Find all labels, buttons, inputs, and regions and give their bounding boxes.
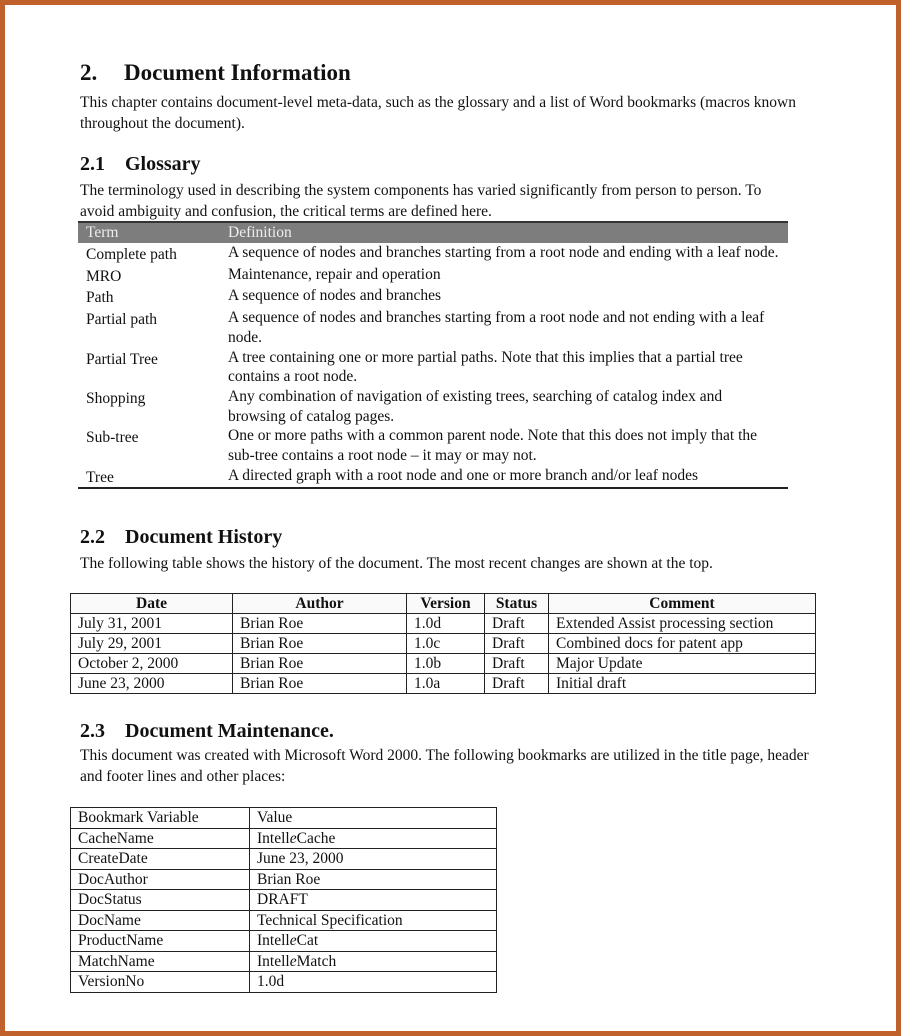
header-value: Value — [250, 808, 497, 829]
header-status: Status — [485, 594, 549, 614]
history-status: Draft — [485, 654, 549, 674]
value-italic: e — [289, 829, 297, 847]
header-bookmark-variable: Bookmark Variable — [71, 808, 250, 829]
glossary-term: Tree — [78, 466, 220, 489]
glossary-term: Complete path — [86, 246, 177, 263]
history-row — [71, 654, 816, 674]
section-title: Document Information — [124, 60, 351, 85]
bookmark-variable: MatchName — [71, 951, 250, 972]
header-term: Term — [78, 222, 220, 243]
bookmark-variable: DocName — [71, 910, 250, 931]
bookmark-value — [250, 869, 497, 890]
history-date: June 23, 2000 — [71, 674, 233, 694]
history-heading — [80, 526, 282, 549]
history-date: July 31, 2001 — [71, 614, 233, 634]
glossary-definition: One or more paths with a common parent node. Note that this does not imply that the sub-tree contains a root node – it may or may not. — [228, 427, 758, 465]
glossary-term: Shopping — [86, 389, 146, 407]
bookmark-value — [250, 931, 497, 952]
header-date: Date — [71, 594, 233, 614]
history-date: July 29, 2001 — [71, 634, 233, 654]
glossary-row — [78, 426, 788, 465]
value-text: Intell — [257, 829, 290, 847]
glossary-heading — [80, 153, 201, 176]
bookmark-value — [250, 910, 497, 931]
history-title: Document History — [125, 526, 283, 548]
header-author: Author — [233, 594, 407, 614]
bookmark-row — [71, 931, 497, 952]
history-author: Brian Roe — [233, 614, 407, 634]
value-italic: e — [289, 932, 297, 949]
history-comment: Major Update — [549, 654, 816, 674]
bookmark-row — [71, 849, 497, 870]
value-text: Intell — [257, 932, 290, 949]
bookmark-variable: ProductName — [71, 931, 250, 952]
bookmark-value — [250, 849, 497, 870]
glossary-row — [78, 308, 788, 347]
value-text: Brian Roe — [257, 870, 321, 888]
history-table — [70, 593, 816, 694]
glossary-definition: Any combination of navigation of existing trees, searching of catalog index and browsing of catalog pages. — [228, 387, 723, 425]
history-row — [71, 674, 816, 694]
history-status: Draft — [485, 674, 549, 694]
glossary-row — [78, 265, 788, 287]
glossary-row — [78, 243, 788, 265]
glossary-definition: A sequence of nodes and branches — [228, 287, 442, 305]
bookmark-table — [70, 807, 497, 993]
value-text: June 23, 2000 — [257, 850, 344, 867]
section-heading — [80, 60, 351, 86]
glossary-term: Path — [86, 289, 114, 307]
glossary-title: Glossary — [125, 153, 201, 175]
maintenance-number: 2.3 — [80, 720, 105, 742]
bookmark-variable: VersionNo — [71, 972, 250, 993]
bookmark-variable: DocAuthor — [71, 869, 250, 890]
glossary-term: Partial Tree — [86, 350, 158, 368]
bookmark-row — [71, 890, 497, 911]
glossary-table — [78, 221, 788, 489]
history-row — [71, 614, 816, 634]
bookmark-value — [250, 951, 497, 972]
history-status: Draft — [485, 634, 549, 654]
bookmark-variable: DocStatus — [71, 890, 250, 911]
value-text: Intell — [257, 952, 290, 970]
glossary-definition: Maintenance, repair and operation — [228, 265, 441, 283]
glossary-row — [78, 286, 788, 308]
glossary-row — [78, 387, 788, 426]
value-text-suffix: Cache — [296, 829, 336, 847]
bookmark-row — [71, 910, 497, 931]
bookmark-row — [71, 828, 497, 849]
history-version: 1.0c — [407, 634, 485, 654]
history-author: Brian Roe — [233, 654, 407, 674]
value-text: 1.0d — [257, 973, 285, 990]
history-status: Draft — [485, 614, 549, 634]
value-text: Technical Specification — [257, 911, 403, 929]
history-version: 1.0a — [407, 674, 485, 694]
history-author: Brian Roe — [233, 634, 407, 654]
value-italic: e — [289, 952, 297, 970]
glossary-definition: A directed graph with a root node and one or more branch and/or leaf nodes — [220, 466, 788, 489]
glossary-row — [78, 466, 788, 489]
history-author: Brian Roe — [233, 674, 407, 694]
bookmark-row — [71, 972, 497, 993]
bookmark-row — [71, 869, 497, 890]
history-intro: The following table shows the history of the document. The most recent changes are shown at the top. — [80, 555, 713, 572]
value-text-suffix: Match — [296, 952, 337, 970]
glossary-term: Sub-tree — [86, 429, 139, 447]
maintenance-heading — [80, 720, 334, 743]
bookmark-value — [250, 828, 497, 849]
value-text-suffix: Cat — [296, 932, 319, 949]
header-definition: Definition — [220, 222, 788, 243]
bookmark-variable: CacheName — [71, 828, 250, 849]
maintenance-intro: This document was created with Microsoft Word 2000. The following bookmarks are utilized in the title page, header and footer lines and other places: — [80, 747, 809, 785]
glossary-definition: A sequence of nodes and branches starting from a root node and ending with a leaf node. — [228, 244, 779, 261]
header-version: Version — [407, 594, 485, 614]
history-comment: Initial draft — [549, 674, 816, 694]
glossary-number: 2.1 — [80, 153, 105, 175]
glossary-definition: A tree containing one or more partial paths. Note that this implies that a partial tree contains a root node. — [228, 348, 743, 386]
value-text: DRAFT — [257, 891, 308, 908]
section-number: 2. — [80, 60, 98, 85]
glossary-intro: The terminology used in describing the system components has varied significantly from person to person. To avoid ambiguity and confusion, the critical terms are defined here. — [80, 182, 762, 220]
glossary-term: MRO — [86, 267, 122, 285]
glossary-row — [78, 348, 788, 387]
bookmark-value — [250, 890, 497, 911]
glossary-term: Partial path — [86, 311, 158, 329]
maintenance-title: Document Maintenance. — [125, 720, 334, 742]
bookmark-row — [71, 951, 497, 972]
history-row — [71, 634, 816, 654]
glossary-definition: A sequence of nodes and branches starting from a root node and not ending with a leaf node. — [228, 309, 765, 346]
history-date: October 2, 2000 — [71, 654, 233, 674]
header-comment: Comment — [549, 594, 816, 614]
history-comment: Combined docs for patent app — [549, 634, 816, 654]
history-number: 2.2 — [80, 526, 105, 548]
history-version: 1.0b — [407, 654, 485, 674]
history-version: 1.0d — [407, 614, 485, 634]
bookmark-value — [250, 972, 497, 993]
section-intro: This chapter contains document-level meta-data, such as the glossary and a list of Word bookmarks (macros known throughout the document). — [80, 94, 797, 132]
history-comment: Extended Assist processing section — [549, 614, 816, 634]
bookmark-variable: CreateDate — [71, 849, 250, 870]
